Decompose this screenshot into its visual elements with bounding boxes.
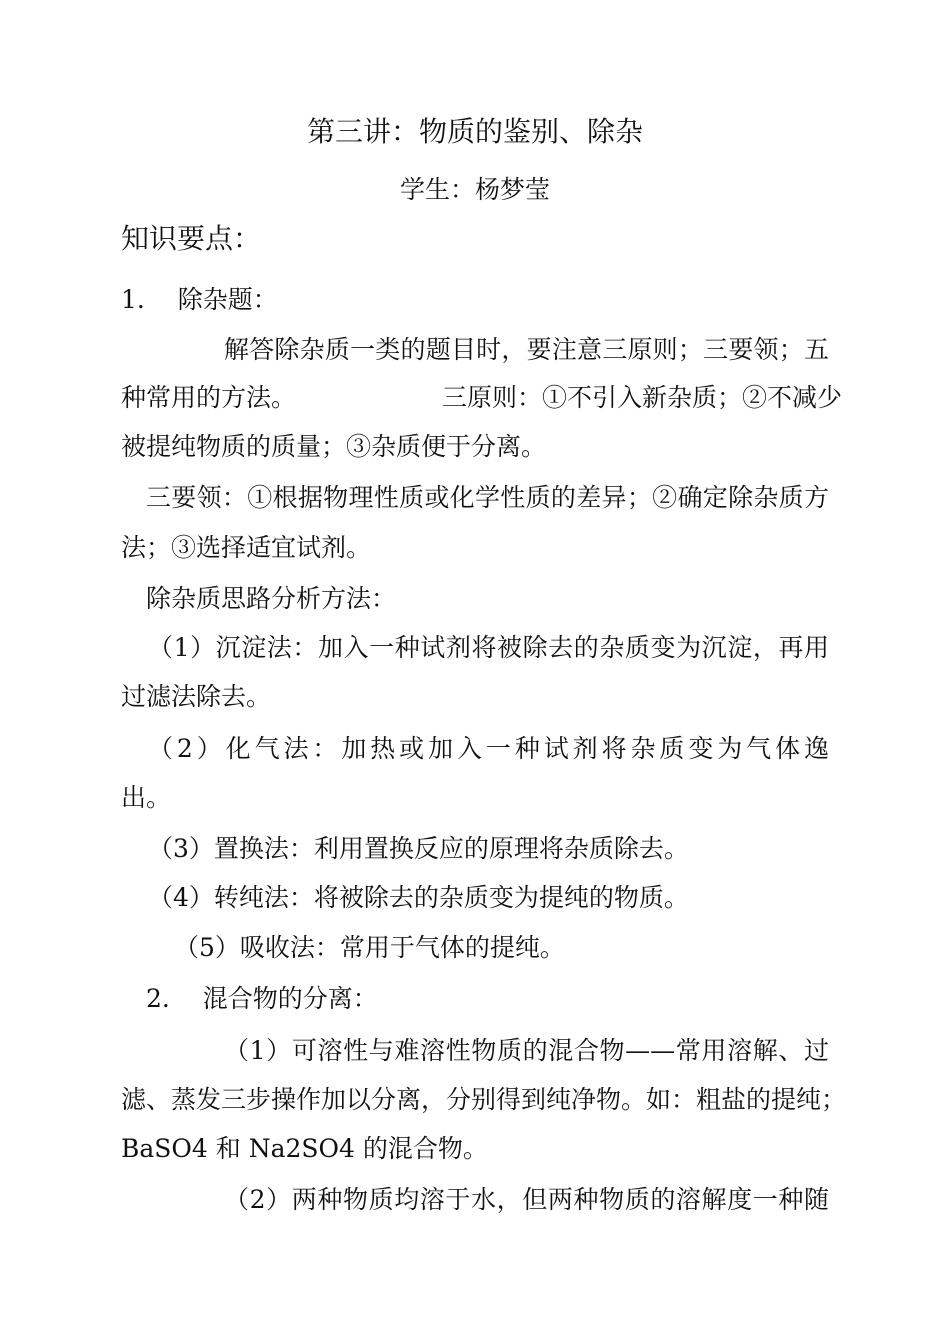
student-name: 学生：杨梦莹 [399,175,550,204]
para2-line1: 三要领：①根据物理性质或化学性质的差异；②确定除杂质方 [146,483,829,512]
para1-line2a: 种常用的方法。 [121,383,297,412]
para2-line2: 法；③选择适宜试剂。 [121,533,372,562]
method2-line1: （2）化气法：加热或加入一种试剂将杂质变为气体逸 [148,734,829,763]
page-title: 第三讲：物质的鉴别、除杂 [306,115,643,148]
para1-line1: 解答除杂质一类的题目时，要注意三原则；三要领；五 [224,335,829,364]
para1-line2 [121,382,842,414]
methods-heading: 除杂质思路分析方法： [146,584,397,613]
method4: （4）转纯法：将被除去的杂质变为提纯的物质。 [148,883,689,912]
sep1-line3: BaSO4 和 Na2SO4 的混合物。 [121,1134,488,1163]
section-heading: 知识要点： [121,222,262,255]
sep1-line2: 滤、蒸发三步操作加以分离，分别得到纯净物。如：粗盐的提纯； [121,1085,847,1114]
sep1-line1: （1）可溶性与难溶性物质的混合物——常用溶解、过 [224,1036,829,1065]
method2-line2: 出。 [121,783,172,812]
sep2-line1: （2）两种物质均溶于水，但两种物质的溶解度一种随 [224,1185,829,1214]
method1-line1: （1）沉淀法：加入一种试剂将被除去的杂质变为沉淀，再用 [148,633,829,662]
method5: （5）吸收法：常用于气体的提纯。 [174,933,565,962]
para1-line3: 被提纯物质的质量；③杂质便于分离。 [121,432,547,461]
method3: （3）置换法：利用置换反应的原理将杂质除去。 [148,834,689,863]
para1-line2b: 三原则：①不引入新杂质；②不减少 [442,383,843,412]
item1-heading: 1. 除杂题： [121,285,278,314]
item2-heading: 2. 混合物的分离： [146,984,378,1013]
method1-line2: 过滤法除去。 [121,682,272,711]
